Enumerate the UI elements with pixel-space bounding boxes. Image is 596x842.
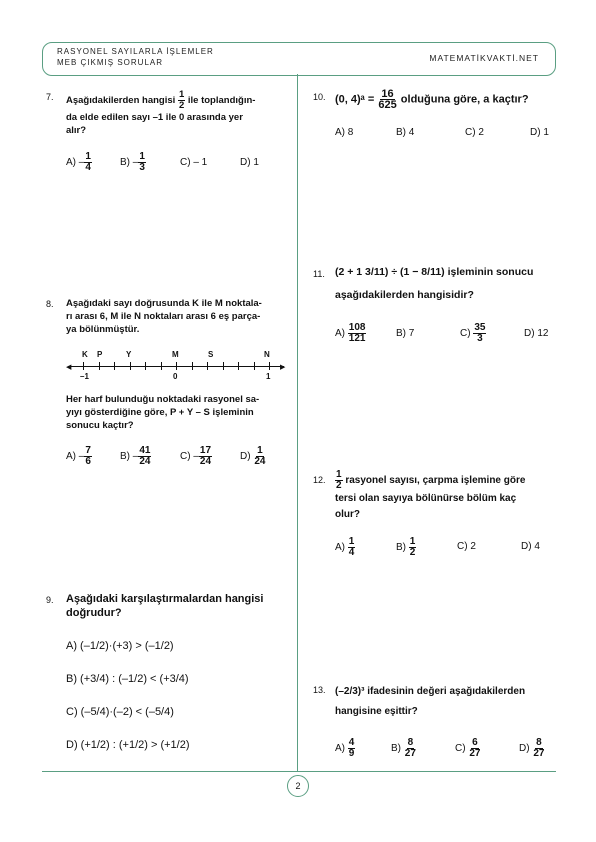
num: 35 xyxy=(474,322,486,333)
q13-line1: ifadesinin değeri aşağıdakilerden xyxy=(367,686,526,697)
lbl: A) – xyxy=(66,157,85,169)
num: 1 xyxy=(336,469,342,480)
number-line-tick xyxy=(130,362,131,370)
q8-option-d[interactable] xyxy=(240,446,266,467)
q8-text-2 xyxy=(66,393,291,432)
lbl: D) xyxy=(519,743,530,755)
label-s: S xyxy=(208,350,214,359)
q9-line1: Aşağıdaki karşılaştırmalardan hangisi xyxy=(66,593,264,605)
frac xyxy=(138,152,146,173)
num: 7 xyxy=(85,445,91,456)
q8-line6: sonucu kaçtır? xyxy=(66,420,134,431)
q9-number: 9. xyxy=(46,595,54,605)
q12-option-d[interactable]: D) 4 xyxy=(521,541,540,552)
lbl: B) xyxy=(391,743,401,755)
den: 27 xyxy=(404,748,416,759)
q9-option-a[interactable]: A) (–1/2)·(+3) > (–1/2) xyxy=(66,640,174,652)
q9-option-d[interactable]: D) (+1/2) : (+1/2) > (+1/2) xyxy=(66,739,190,751)
number-line-tick xyxy=(269,362,270,370)
label-y: Y xyxy=(126,350,132,359)
q13-option-a[interactable] xyxy=(335,738,355,759)
header-line2: MEB ÇIKMIŞ SORULAR xyxy=(57,58,164,67)
q7-line1: Aşağıdakilerden hangisi xyxy=(66,95,176,107)
q7-text xyxy=(66,90,288,137)
q10-fraction xyxy=(377,89,397,110)
den: 24 xyxy=(199,456,212,467)
arrow-right-icon: ▶ xyxy=(280,364,286,371)
q11-text xyxy=(335,266,557,302)
frac xyxy=(138,446,151,467)
q8-line5: yıyı gösterdiğine göre, P + Y – S işleminin xyxy=(66,407,254,418)
lbl: D) xyxy=(240,451,251,463)
den: 121 xyxy=(348,333,366,344)
q9-option-b[interactable]: B) (+3/4) : (–1/2) < (+3/4) xyxy=(66,673,189,685)
q12-option-c[interactable]: C) 2 xyxy=(457,541,476,552)
q12-option-a[interactable] xyxy=(335,537,355,558)
den: 6 xyxy=(85,456,91,467)
q12-fraction xyxy=(335,470,343,491)
number-line-tick xyxy=(254,362,255,370)
q12-line3: olur? xyxy=(335,509,360,520)
label-p: P xyxy=(97,350,103,359)
num: 1 xyxy=(409,536,416,547)
q13-option-c[interactable] xyxy=(455,738,481,759)
frac xyxy=(348,537,356,558)
num: 1 xyxy=(85,151,91,162)
lbl: A) xyxy=(335,328,345,340)
q11-number: 11. xyxy=(313,269,325,279)
number-line-tick xyxy=(99,362,100,370)
header-site: MATEMATİKVAKTİ.NET xyxy=(429,53,539,63)
frac xyxy=(532,738,545,759)
den: 9 xyxy=(348,748,355,759)
lbl: C) xyxy=(455,743,466,755)
header-line1: RASYONEL SAYILARLA İŞLEMLER xyxy=(57,47,214,56)
q7-line1b: ile toplandığın- xyxy=(187,95,256,107)
footer-divider xyxy=(42,771,556,772)
den: 3 xyxy=(477,333,483,344)
number-line-tick xyxy=(161,362,162,370)
lbl: A) xyxy=(335,542,345,554)
arrow-left-icon: ◀ xyxy=(66,364,72,371)
q8-option-a[interactable] xyxy=(66,446,92,467)
q11-line2: aşağıdakilerden hangisidir? xyxy=(335,289,474,301)
den: 2 xyxy=(178,100,185,111)
q11-option-d[interactable]: D) 12 xyxy=(524,328,549,339)
q13-option-b[interactable] xyxy=(391,738,417,759)
num: 108 xyxy=(348,322,366,333)
num: 17 xyxy=(199,445,212,456)
frac xyxy=(253,446,266,467)
q12-number: 12. xyxy=(313,475,326,485)
frac xyxy=(404,738,417,759)
q8-option-b[interactable] xyxy=(120,446,151,467)
num: 8 xyxy=(536,737,542,748)
den: 4 xyxy=(348,547,355,558)
frac xyxy=(84,152,92,173)
q12-option-b[interactable] xyxy=(396,537,416,558)
q10-option-d[interactable]: D) 1 xyxy=(530,127,549,138)
num: 1 xyxy=(139,151,145,162)
den: 2 xyxy=(409,547,416,558)
den: 625 xyxy=(378,99,397,111)
q8-line3: ya bölünmüştür. xyxy=(66,324,140,335)
header-frame xyxy=(42,42,556,76)
num: 1 xyxy=(348,536,355,547)
q8-line1: Aşağıdaki sayı doğrusunda K ile M noktala- xyxy=(66,298,262,309)
num: 41 xyxy=(139,445,151,456)
q9-option-c[interactable]: C) (–5/4)·(–2) < (–5/4) xyxy=(66,706,174,718)
lbl: B) – xyxy=(120,157,139,169)
number-line xyxy=(66,348,288,384)
lbl: C) – xyxy=(180,451,199,463)
q10-number: 10. xyxy=(313,92,326,102)
frac xyxy=(409,537,417,558)
number-line-tick xyxy=(192,362,193,370)
den: 27 xyxy=(469,748,481,759)
label-one: 1 xyxy=(266,372,271,381)
frac xyxy=(468,738,481,759)
label-m: M xyxy=(172,350,179,359)
lbl: C) xyxy=(460,328,471,340)
num: 1 xyxy=(257,445,263,456)
q8-number: 8. xyxy=(46,299,54,309)
number-line-tick xyxy=(207,362,208,370)
q7-option-b[interactable] xyxy=(120,152,146,173)
q7-option-c[interactable]: C) – 1 xyxy=(180,157,208,168)
q8-text xyxy=(66,297,291,336)
number-line-tick xyxy=(83,362,84,370)
num: 16 xyxy=(381,88,394,100)
q10-expr: (0, 4)ᵃ = xyxy=(335,93,375,106)
q13-line2: hangisine eşittir? xyxy=(335,706,418,717)
header-title xyxy=(57,46,214,68)
num: 6 xyxy=(472,737,478,748)
q12-text xyxy=(335,470,557,523)
q9-line2: doğrudur? xyxy=(66,607,122,619)
frac xyxy=(84,446,92,467)
q13-number: 13. xyxy=(313,685,326,695)
q11-option-c[interactable] xyxy=(460,323,486,344)
lbl: B) – xyxy=(120,451,139,463)
q7-line3: alır? xyxy=(66,125,87,136)
num: 1 xyxy=(178,89,185,100)
q12-line2: tersi olan sayıya bölünürse bölüm kaç xyxy=(335,493,517,504)
q9-text xyxy=(66,592,291,620)
q13-option-d[interactable] xyxy=(519,738,545,759)
den: 24 xyxy=(139,456,151,467)
q12-line1: rasyonel sayısı, çarpma işlemine göre xyxy=(345,475,526,487)
number-line-tick xyxy=(145,362,146,370)
label-n: N xyxy=(264,350,270,359)
q7-fraction xyxy=(178,90,185,111)
q10-option-b[interactable]: B) 4 xyxy=(396,127,415,138)
q7-option-d[interactable]: D) 1 xyxy=(240,157,259,168)
page-number: 2 xyxy=(287,775,309,797)
den: 24 xyxy=(254,456,266,467)
frac xyxy=(348,738,356,759)
q11-line1: işleminin sonucu xyxy=(447,266,534,278)
q8-line4: Her harf bulunduğu noktadaki rasyonel sa- xyxy=(66,394,260,405)
q7-line2: da elde edilen sayı –1 ile 0 arasında yer xyxy=(66,112,243,123)
q8-line2: rı arası 6, M ile N noktaları arası 6 eş parça- xyxy=(66,311,261,322)
den: 4 xyxy=(85,162,91,173)
q10-rest: olduğuna göre, a kaçtır? xyxy=(400,93,529,106)
frac xyxy=(473,323,486,344)
lbl: B) xyxy=(396,542,406,554)
den: 27 xyxy=(533,748,545,759)
q7-number: 7. xyxy=(46,92,54,102)
label-minus-one: –1 xyxy=(80,372,89,381)
q10-option-a[interactable]: A) 8 xyxy=(335,127,354,138)
number-line-tick xyxy=(223,362,224,370)
label-k: K xyxy=(82,350,88,359)
q11-expr: (2 + 1 3/11) ÷ (1 − 8/11) xyxy=(335,266,445,278)
num: 4 xyxy=(348,737,355,748)
number-line-tick xyxy=(238,362,239,370)
column-divider xyxy=(297,74,298,771)
frac xyxy=(348,323,367,344)
label-zero: 0 xyxy=(173,372,178,381)
num: 8 xyxy=(407,737,414,748)
q8-option-c[interactable] xyxy=(180,446,212,467)
q13-text xyxy=(335,684,557,720)
q11-option-b[interactable]: B) 7 xyxy=(396,328,415,339)
frac xyxy=(199,446,212,467)
lbl: A) – xyxy=(66,451,85,463)
lbl: A) xyxy=(335,743,345,755)
q13-expr: (–2/3)³ xyxy=(335,686,365,697)
q7-option-a[interactable] xyxy=(66,152,92,173)
den: 3 xyxy=(139,162,145,173)
number-line-tick xyxy=(176,362,177,370)
q10-text xyxy=(335,89,557,110)
number-line-tick xyxy=(114,362,115,370)
q10-option-c[interactable]: C) 2 xyxy=(465,127,484,138)
den: 2 xyxy=(336,480,342,491)
q11-option-a[interactable] xyxy=(335,323,366,344)
